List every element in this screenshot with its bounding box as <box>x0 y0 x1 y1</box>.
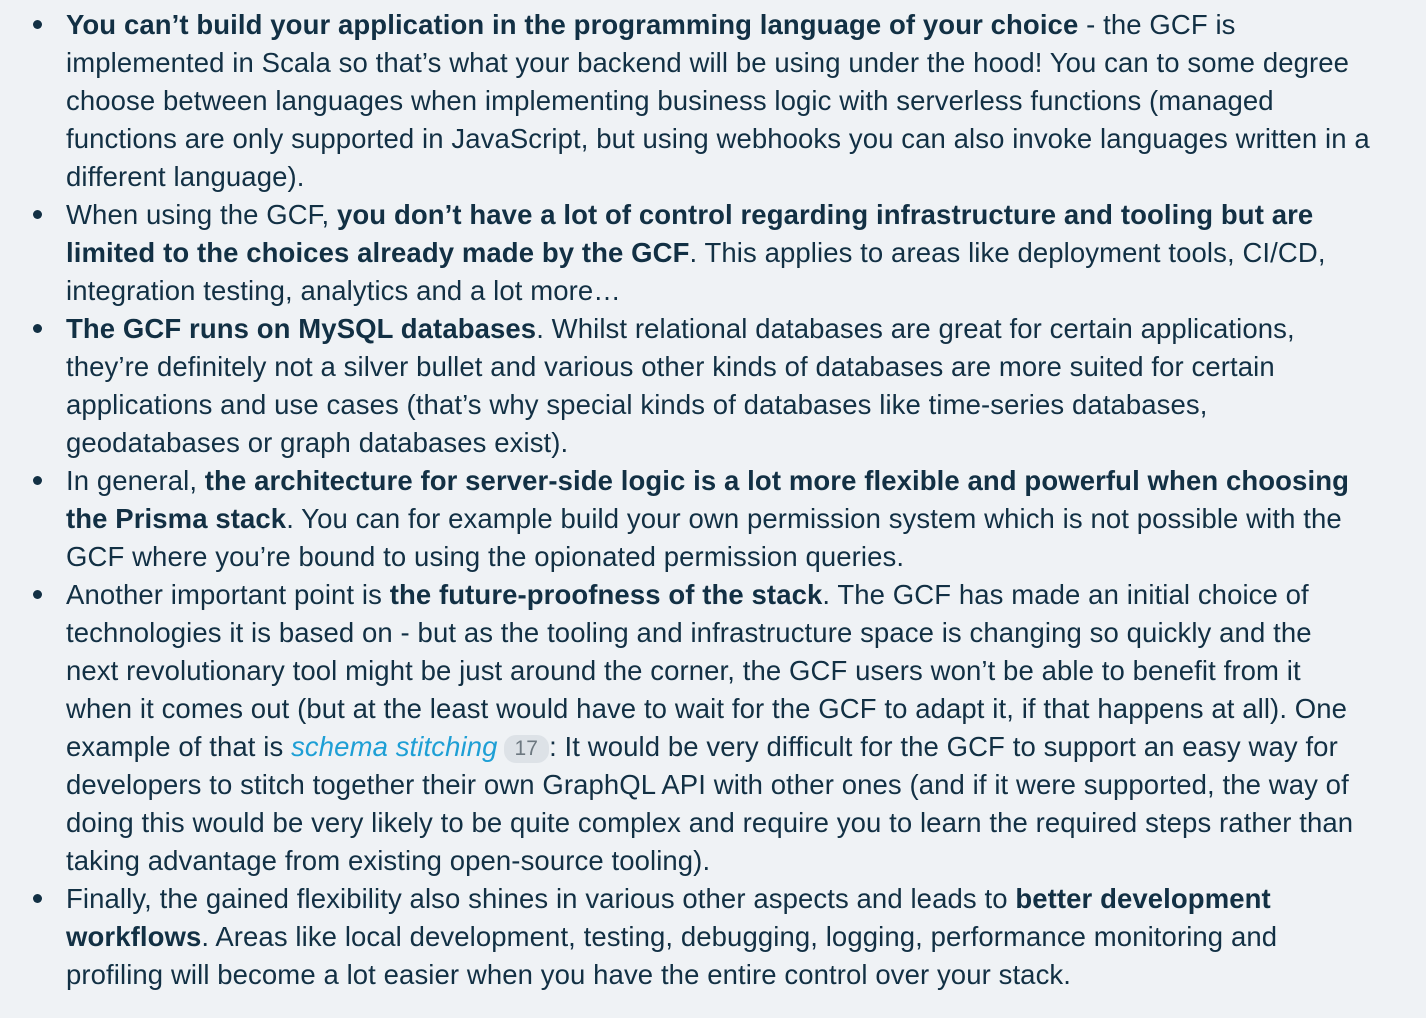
body-text: In general, <box>66 465 205 496</box>
bold-text: the architecture for server-side logic is a lot more flexible and powerful when choosing the Prisma stack <box>66 465 1349 534</box>
body-text: . Whilst relational databases are great for certain applications, they’re definitely not a silver bullet and various other kinds of databases are more suited for certain applications and use cases (that’s why special kinds of databases like time-series databases, geodatabases or graph databases exist). <box>66 313 1295 458</box>
bullet-development-workflows <box>22 880 1370 994</box>
bullet-mysql <box>22 310 1370 462</box>
bullet-list <box>22 6 1370 994</box>
body-text: : It would be very difficult for the GCF to support an easy way for developers to stitch together their own GraphQL API with other ones (and if it were supported, the way of doing this would be very likely to be quite complex and require you to learn the required steps rather than taking advantage from existing open-source tooling). <box>66 731 1354 876</box>
bold-text: The GCF runs on MySQL databases <box>66 313 537 344</box>
bullet-future-proofness <box>22 576 1370 880</box>
bullet-dot-icon <box>33 324 42 333</box>
bullet-dot-icon <box>33 894 42 903</box>
body-text: Another important point is <box>66 579 390 610</box>
bold-text: better development workflows <box>66 883 1271 952</box>
bullet-dot-icon <box>33 476 42 485</box>
bullet-infrastructure-control <box>22 196 1370 310</box>
bullet-dot-icon <box>33 590 42 599</box>
body-text: - the GCF is implemented in Scala so that’s what your backend will be using under the hood! You can to some degree choose between languages when implementing business logic with serverless functions (managed functions are only supported in JavaScript, but using webhooks you can also invoke languages written in a different language). <box>66 9 1370 192</box>
body-text: . The GCF has made an initial choice of technologies it is based on - but as the tooling and infrastructure space is changing so quickly and the next revolutionary tool might be just around the corner, the GCF users won’t be able to benefit from it when it comes out (but at the least would have to wait for the GCF to adapt it, if that happens at all). One example of that is <box>66 579 1348 762</box>
bullet-dot-icon <box>33 20 42 29</box>
bullet-dot-icon <box>33 210 42 219</box>
link-click-count-badge: 17 <box>504 735 550 763</box>
bold-text: the future-proofness of the stack <box>389 579 823 610</box>
bold-text: you don’t have a lot of control regarding infrastructure and tooling but are limited to the choices already made by the GCF <box>66 199 1314 268</box>
bold-text: You can’t build your application in the programming language of your choice <box>66 9 1079 40</box>
schema-stitching-link[interactable]: schema stitching <box>291 731 498 762</box>
body-text: . You can for example build your own permission system which is not possible with the GCF where you’re bound to using the opionated permission queries. <box>66 503 1342 572</box>
bullet-architecture <box>22 462 1370 576</box>
body-text: When using the GCF, <box>66 199 338 230</box>
body-text: . Areas like local development, testing, debugging, logging, performance monitoring and profiling will become a lot easier when you have the entire control over your stack. <box>66 921 1278 990</box>
bullet-language-choice <box>22 6 1370 196</box>
body-text: Finally, the gained flexibility also shines in various other aspects and leads to <box>66 883 1016 914</box>
body-text: . This applies to areas like deployment tools, CI/CD, integration testing, analytics and a lot more… <box>66 237 1326 306</box>
